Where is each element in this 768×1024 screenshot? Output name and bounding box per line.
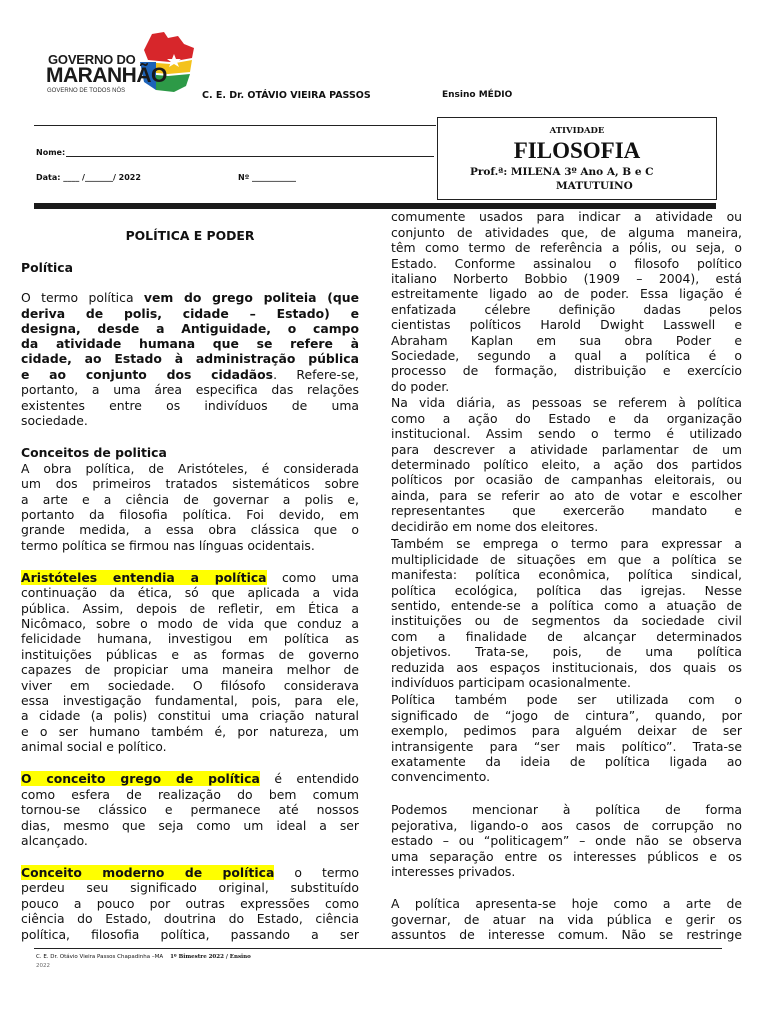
right-p6-line-2: governar, de atuar na vida pública e gerir os: [391, 912, 742, 927]
aristotle-line-4: Nicômaco, sobre o modo de vida que conduz a: [21, 616, 359, 631]
modern-highlight: Conceito moderno de política: [21, 865, 275, 880]
greek-line-2: como esfera de realização do bem comum: [21, 787, 359, 802]
right-p3-line-2: multiplicidade de situações em que a política se: [391, 552, 742, 567]
aristotle-line-1: Aristóteles entendia a política como uma: [21, 570, 359, 585]
right-p5-line-3: estado – ou “politicagem” – onde não se observa: [391, 833, 742, 848]
right-p1-line-8: cientistas políticos Harold Dwight Lasswell e: [391, 317, 742, 332]
right-p5-line-2: pejorativa, ligando-o aos casos de corrupção no: [391, 818, 742, 833]
intro-line-7: portanto, a uma área especifica das relações: [21, 382, 359, 397]
right-p1-line-9: Abraham Kaplan em sua obra Poder e: [391, 333, 742, 348]
right-p4-line-2: significado de “jogo de cintura”, quando, por: [391, 708, 742, 723]
page-footer: [36, 954, 251, 960]
right-p4-line-6: convencimento.: [391, 769, 491, 784]
logo-line-2: MARANHÃO: [46, 64, 167, 87]
right-p3-line-5: sentido, entende-se a política como a atuação de: [391, 598, 742, 613]
aristotle-line-3: pública. Assim, depois de refletir, em Ética a: [21, 601, 359, 616]
date-label: Data: ____ /_______/ 2022: [36, 173, 141, 182]
name-label: Nome:: [36, 148, 66, 157]
right-p3-line-6: instituições ou de segmentos da sociedade civil: [391, 613, 742, 628]
concepts-line-3: a arte e a ciência de governar a polis e,: [21, 492, 359, 507]
subject-title: FILOSOFIA: [513, 138, 641, 163]
footer-school: C. E. Dr. Otávio Vieira Passos: [36, 954, 118, 960]
footer-divider: [34, 948, 722, 949]
right-p3-line-10: indivíduos participam ocasionalmente.: [391, 675, 631, 690]
intro-line-2: deriva de polis, cidade – Estado) e: [21, 306, 359, 321]
right-p2-line-2: como a ação do Estado e da organização: [391, 411, 742, 426]
school-name: C. E. Dr. OTÁVIO VIEIRA PASSOS: [202, 90, 371, 101]
education-level: Ensino MÉDIO: [442, 90, 513, 100]
right-p2-line-3: institucional. Assim sendo o termo é utilizado: [391, 426, 742, 441]
right-p3-line-9: reduzida aos espaços institucionais, dos quais os: [391, 660, 742, 675]
logo-tagline: GOVERNO DE TODOS NÓS: [47, 88, 126, 94]
footer-continuation: 2022: [36, 963, 50, 969]
greek-line-1: O conceito grego de política é entendido: [21, 771, 359, 786]
right-p3-line-3: manifesta: política econômica, política sindical,: [391, 567, 742, 582]
right-p2-line-4: para descrever a atividade parlamentar de um: [391, 442, 742, 457]
intro-line-9: sociedade.: [21, 413, 88, 428]
right-p4-line-1: Política também pode ser utilizada com o: [391, 692, 742, 707]
greek-line-3: tornou-se clássico e permanece até nossos: [21, 802, 359, 817]
right-p2-line-7: ainda, para se referir ao ato de votar e escolher: [391, 488, 742, 503]
right-p1-line-11: processo de formação, distribuição e exercício: [391, 363, 742, 378]
greek-line-4: dias, mesmo que seja como um ideal a ser: [21, 818, 359, 833]
right-p2-line-8: representantes que exercerão mandato e: [391, 503, 742, 518]
right-p3-line-8: objetivos. Trata-se, pois, de uma política: [391, 644, 742, 659]
concepts-line-5: grande medida, a essa obra clássica que o: [21, 522, 359, 537]
right-p1-line-4: Estado. Conforme assinalou o filosofo político: [391, 256, 742, 271]
concepts-heading: Conceitos de politica: [21, 445, 167, 460]
intro-line-3: designa, desde a Antiguidade, o campo: [21, 321, 359, 336]
right-p4-line-4: intransigente para “ser mais político”. Trata-se: [391, 739, 742, 754]
intro-line-5: cidade, ao Estado à administração pública: [21, 351, 359, 366]
right-p2-line-9: decidirão em nome dos eleitores.: [391, 519, 599, 534]
governo-maranhao-logo: [36, 32, 208, 104]
greek-line-5: alcançado.: [21, 833, 88, 848]
aristotle-line-7: capazes de propiciar uma maneira melhor de: [21, 662, 359, 677]
section-heading: POLÍTICA E PODER: [125, 228, 255, 243]
modern-line-3: pouco a pouco por outras expressões como: [21, 896, 359, 911]
right-p2-line-6: políticos por ocasião de campanhas eleitorais, ou: [391, 472, 742, 487]
right-p2-line-5: determinado político eleito, a ação dos partidos: [391, 457, 742, 472]
right-p4-line-5: exatamente da ideia de política ligada ao: [391, 754, 742, 769]
right-p5-line-1: Podemos mencionar à política de forma: [391, 802, 742, 817]
aristotle-line-2: continuação da ética, só que aplicada a vida: [21, 585, 359, 600]
footer-city: Chapadinha –MA: [117, 954, 164, 960]
right-p6-line-3: assuntos de interesse comum. Não se restringe: [391, 927, 742, 942]
modern-line-2: perdeu seu significado original, substituído: [21, 880, 359, 895]
modern-line-5: política, filosofia política, passando a ser: [21, 927, 359, 942]
concepts-line-6: termo política se firmou nas línguas ocidentais.: [21, 538, 315, 553]
concepts-line-1: A obra política, de Aristóteles, é considerada: [21, 461, 359, 476]
right-p1-line-10: Sociedade, segundo a qual a política é o: [391, 348, 742, 363]
right-p1-line-12: do poder.: [391, 379, 450, 394]
greek-highlight: O conceito grego de política: [21, 771, 260, 786]
aristotle-line-5: felicidade humana, investigou em política as: [21, 631, 359, 646]
right-p1-line-6: estreitamente ligado ao de poder. Essa ligação é: [391, 286, 742, 301]
right-p4-line-3: exemplo, pedimos para alguém deixar de ser: [391, 723, 742, 738]
right-p2-line-1: Na vida diária, as pessoas se referem à política: [391, 395, 742, 410]
activity-box: [437, 117, 717, 200]
right-p1-line-7: enfatizada célebre definição dadas pelos: [391, 302, 742, 317]
number-label: Nº ___________: [238, 173, 296, 182]
teacher-info: Prof.ª: MILENA 3º Ano A, B e C: [470, 166, 654, 178]
aristotle-line-12: animal social e político.: [21, 739, 167, 754]
aristotle-line-6: instituições públicas e as formas de governo: [21, 647, 359, 662]
intro-line-6: e ao conjunto dos cidadãos. Refere-se,: [21, 367, 359, 382]
right-p1-line-1: comumente usados para indicar a atividade ou: [391, 209, 742, 224]
modern-line-1: Conceito moderno de política o termo: [21, 865, 360, 880]
aristotle-line-8: viver em sociedade. O filósofo considerava: [21, 678, 359, 693]
shift-label: MATUTUINO: [556, 180, 633, 192]
activity-label: ATIVIDADE: [549, 126, 605, 136]
name-fill-line[interactable]: [66, 156, 434, 157]
right-p3-line-7: com a finalidade de alcançar determinados: [391, 629, 742, 644]
right-p1-line-3: têm como termo de referência a pólis, ou seja, o: [391, 240, 742, 255]
footer-period: 1º Bimestre 2022 / Ensino: [170, 954, 251, 960]
aristotle-line-11: e o ser humano também é, por natureza, um: [21, 724, 359, 739]
right-p1-line-2: conjunto de atividades que, de alguma maneira,: [391, 225, 742, 240]
right-p3-line-4: política ecológica, política das igrejas. Nesse: [391, 583, 742, 598]
right-p1-line-5: italiano Norberto Bobbio (1909 – 2004), está: [391, 271, 742, 286]
right-p6-line-1: A política apresenta-se hoje como a arte de: [391, 896, 742, 911]
header-divider: [34, 125, 436, 126]
aristotle-line-10: a cidade (a polis) constitui uma criação natural: [21, 708, 359, 723]
right-p5-line-4: uma separação entre os interesses públicos e os: [391, 849, 742, 864]
intro-line-1: O termo política vem do grego politeia (que: [21, 290, 359, 305]
aristotle-line-9: essa investigação fundamental, pois, para ele,: [21, 693, 359, 708]
subheading-politica: Política: [21, 260, 73, 275]
right-p3-line-1: Também se emprega o termo para expressar a: [391, 536, 742, 551]
concepts-line-2: um dos primeiros tratados sistemáticos sobre: [21, 476, 359, 491]
right-p5-line-5: interesses privados.: [391, 864, 516, 879]
modern-line-4: ciência do Estado, doutrina do Estado, ciência: [21, 911, 359, 926]
concepts-line-4: portanto da filosofia política. Foi devido, em: [21, 507, 359, 522]
intro-line-4: da atividade humana que se refere à: [21, 336, 359, 351]
intro-line-8: existentes entre os indivíduos de uma: [21, 398, 359, 413]
logo-line-1: GOVERNO DO: [48, 52, 136, 67]
aristotle-highlight: Aristóteles entendia a política: [21, 570, 267, 585]
